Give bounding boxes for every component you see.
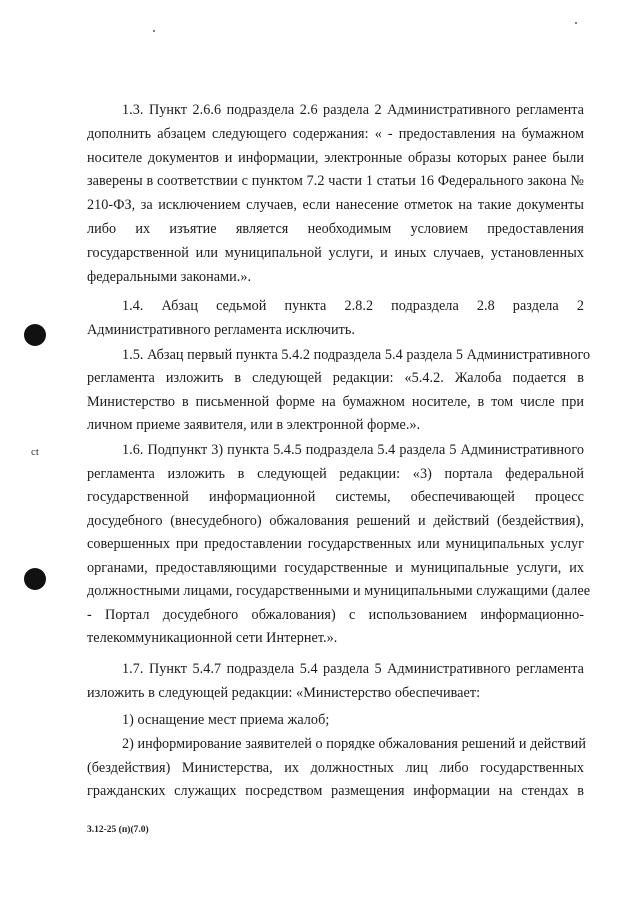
- text-line: 2) информирование заявителей о порядке обжалования решений и действий: [122, 736, 587, 752]
- text-line: либо их изъятие является необходимым условием предоставления: [87, 221, 584, 237]
- footer-code: 3.12-25 (п)(7.0): [87, 825, 149, 835]
- text-line: государственной или муниципальной услуги, и иных случаев, установленных: [87, 244, 584, 261]
- text-line: Административного регламента исключить.: [87, 321, 355, 338]
- text-line: регламента изложить в следующей редакции: «3) портала федеральной: [87, 465, 584, 482]
- text-line: телекоммуникационной сети Интернет.».: [87, 630, 338, 646]
- text-line: 1.7. Пункт 5.4.7 подраздела 5.4 раздела 5 Административного регламента: [122, 661, 584, 677]
- text-line: личном приеме заявителя, или в электронной форме.».: [87, 417, 421, 434]
- text-line: 1) оснащение мест приема жалоб;: [122, 712, 330, 728]
- text-line: заверены в соответствии с пунктом 7.2 части 1 статьи 16 Федерального закона №: [87, 173, 584, 190]
- scan-speck: [153, 30, 155, 32]
- punch-hole-bottom: [24, 568, 46, 590]
- text-line: носителе документов и информации, электронные образы которых ранее были: [87, 149, 584, 166]
- punch-hole-top: [24, 324, 46, 346]
- text-line: (бездействия) Министерства, их должностных лиц либо государственных: [87, 759, 584, 776]
- text-line: регламента изложить в следующей редакции: «5.4.2. Жалоба подается в: [87, 370, 584, 387]
- text-line: 1.3. Пункт 2.6.6 подраздела 2.6 раздела 2 Административного регламента: [122, 102, 584, 118]
- text-line: гражданских служащих посредством размещения информации на стендах в: [87, 783, 584, 799]
- text-line: совершенных при предоставлении государственных или муниципальных услуг: [87, 536, 584, 552]
- text-line: дополнить абзацем следующего содержания: « - предоставления на бумажном: [87, 125, 584, 142]
- text-line: 1.4. Абзац седьмой пункта 2.8.2 подраздела 2.8 раздела 2: [122, 298, 584, 314]
- text-line: федеральными законами.».: [87, 268, 252, 285]
- text-line: изложить в следующей редакции: «Министерство обеспечивает:: [87, 684, 481, 701]
- text-line: органами, предоставляющими государственные и муниципальные услуги, их: [87, 559, 584, 576]
- text-line: - Портал досудебного обжалования) с использованием информационно-: [87, 606, 584, 623]
- text-line: должностными лицами, государственными и муниципальными служащими (далее: [87, 583, 591, 599]
- margin-mark: ct: [31, 446, 39, 458]
- text-line: 1.6. Подпункт 3) пункта 5.4.5 подраздела 5.4 раздела 5 Административного: [122, 442, 584, 458]
- scan-speck: [575, 22, 577, 24]
- text-line: досудебного (внесудебного) обжалования решений и действий (бездействия),: [87, 512, 584, 529]
- text-line: государственной информационной системы, обеспечивающей процесс: [87, 489, 584, 505]
- text-line: 1.5. Абзац первый пункта 5.4.2 подраздела 5.4 раздела 5 Административного: [122, 347, 591, 363]
- text-line: 210-ФЗ, за исключением случаев, если нанесение отметок на такие документы: [87, 197, 584, 214]
- text-line: Министерство в письменной форме на бумажном носителе, в том числе при: [87, 393, 584, 410]
